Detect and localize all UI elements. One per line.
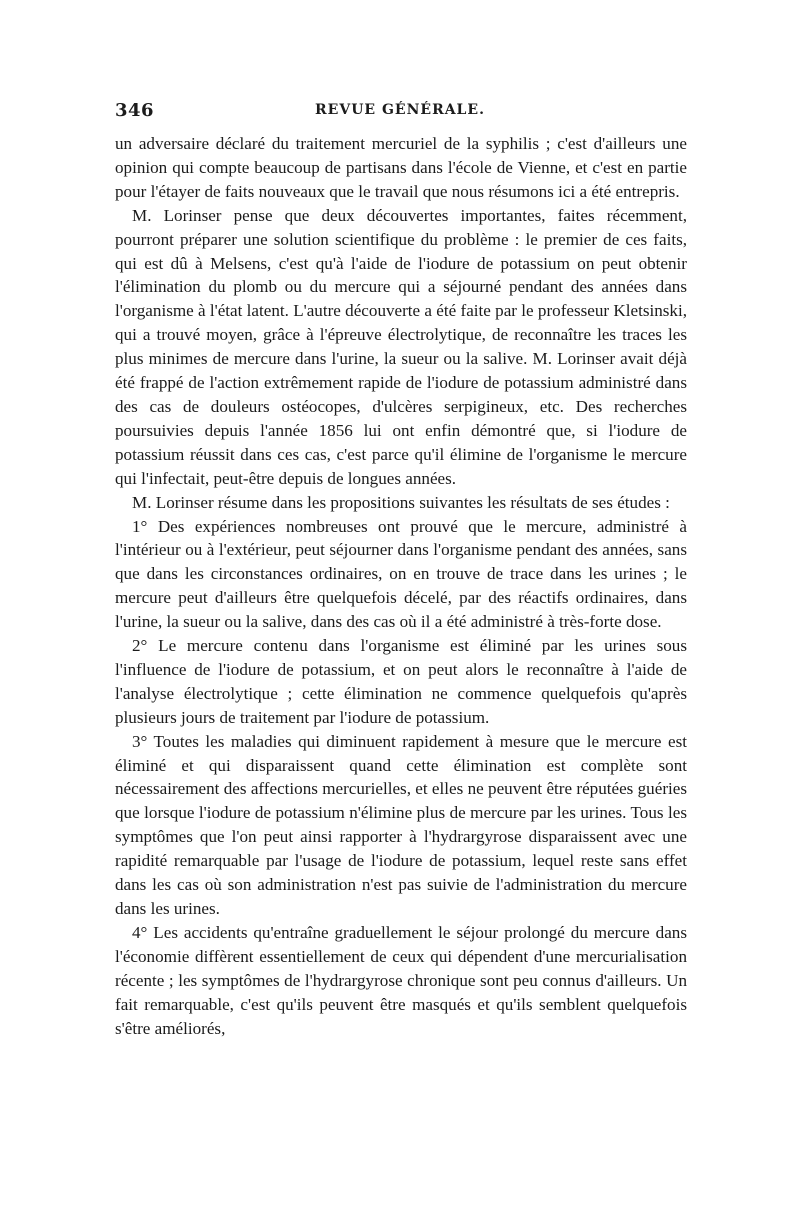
body-text [115,132,687,1040]
page-number: 346 [115,100,155,121]
running-title: REVUE GÉNÉRALE. [315,102,485,118]
proposition-4: 4° Les accidents qu'entraîne graduellement le séjour prolongé du mercure dans l'économie diffèrent essentiellement de ceux qui dépendent d'une mercurialisation récente ; les symptômes de l'hydrargyrose chronique sont peu connus d'ailleurs. Un fait remarquable, c'est qu'ils peuvent être masqués et qu'ils semblent quelquefois s'être améliorés, [115,922,687,1038]
proposition-2: 2° Le mercure contenu dans l'organisme est éliminé par les urines sous l'influence de l'iodure de potassium, et on peut alors le reconnaître à l'aide de l'analyse électrolytique ; cette élimination ne commence quelquefois qu'après plusieurs jours de traitement par l'iodure de potassium. [115,636,687,727]
paragraph-summary-intro: M. Lorinser résume dans les propositions suivantes les résultats de ses études : [132,492,670,512]
paragraph-continuation: un adversaire déclaré du traitement mercuriel de la syphilis ; c'est d'ailleurs une opinion qui compte beaucoup de partisans dans l'école de Vienne, et c'est en partie pour l'étayer de faits nouveaux que le travail que nous résumons ici a été entrepris. [115,134,687,201]
paragraph-discoveries: M. Lorinser pense que deux découvertes importantes, faites récemment, pourront préparer une solution scientifique du problème : le premier de ces faits, qui est dû à Melsens, c'est qu'à l'aide de l'iodure de potassium on peut obtenir l'élimination du plomb ou du mercure qui a séjourné pendant des années dans l'organisme à l'état latent. L'autre découverte a été faite par le professeur Kletsinski, qui a trouvé moyen, grâce à l'épreuve électrolytique, de reconnaître les traces les plus minimes de mercure dans l'urine, la sueur ou la salive. M. Lorinser avait déjà été frappé de l'action extrêmement rapide de l'iodure de potassium administré dans des cas de douleurs ostéocopes, d'ulcères serpigineux, etc. Des recherches poursuivies depuis l'année 1856 lui ont enfin démontré que, si l'iodure de potassium réussit dans ces cas, c'est parce qu'il élimine de l'organisme le mercure qui l'infectait, peut-être depuis de longues années. [115,205,687,488]
page-header [115,100,685,124]
proposition-1: 1° Des expériences nombreuses ont prouvé que le mercure, administré à l'intérieur ou à l'extérieur, peut séjourner dans l'organisme pendant des années, sans que dans les circonstances ordinaires, on en trouve de trace dans les urines ; le mercure peut d'ailleurs être quelquefois décelé, par des réactifs ordinaires, dans l'urine, la sueur ou la salive, dans des cas où il a été administré à très-forte dose. [115,516,687,632]
proposition-3: 3° Toutes les maladies qui diminuent rapidement à mesure que le mercure est éliminé et qui disparaissent quand cette élimination est complète sont nécessairement des affections mercurielles, et elles ne peuvent être réputées guéries que lorsque l'iodure de potassium n'élimine plus de mercure par les urines. Tous les symptômes que l'on peut ainsi rapporter à l'hydrargyrose disparaissent avec une rapidité remarquable par l'usage de l'iodure de potassium, lequel reste sans effet dans les cas où son administration n'est pas suivie de l'administration du mercure dans les urines. [115,731,687,918]
